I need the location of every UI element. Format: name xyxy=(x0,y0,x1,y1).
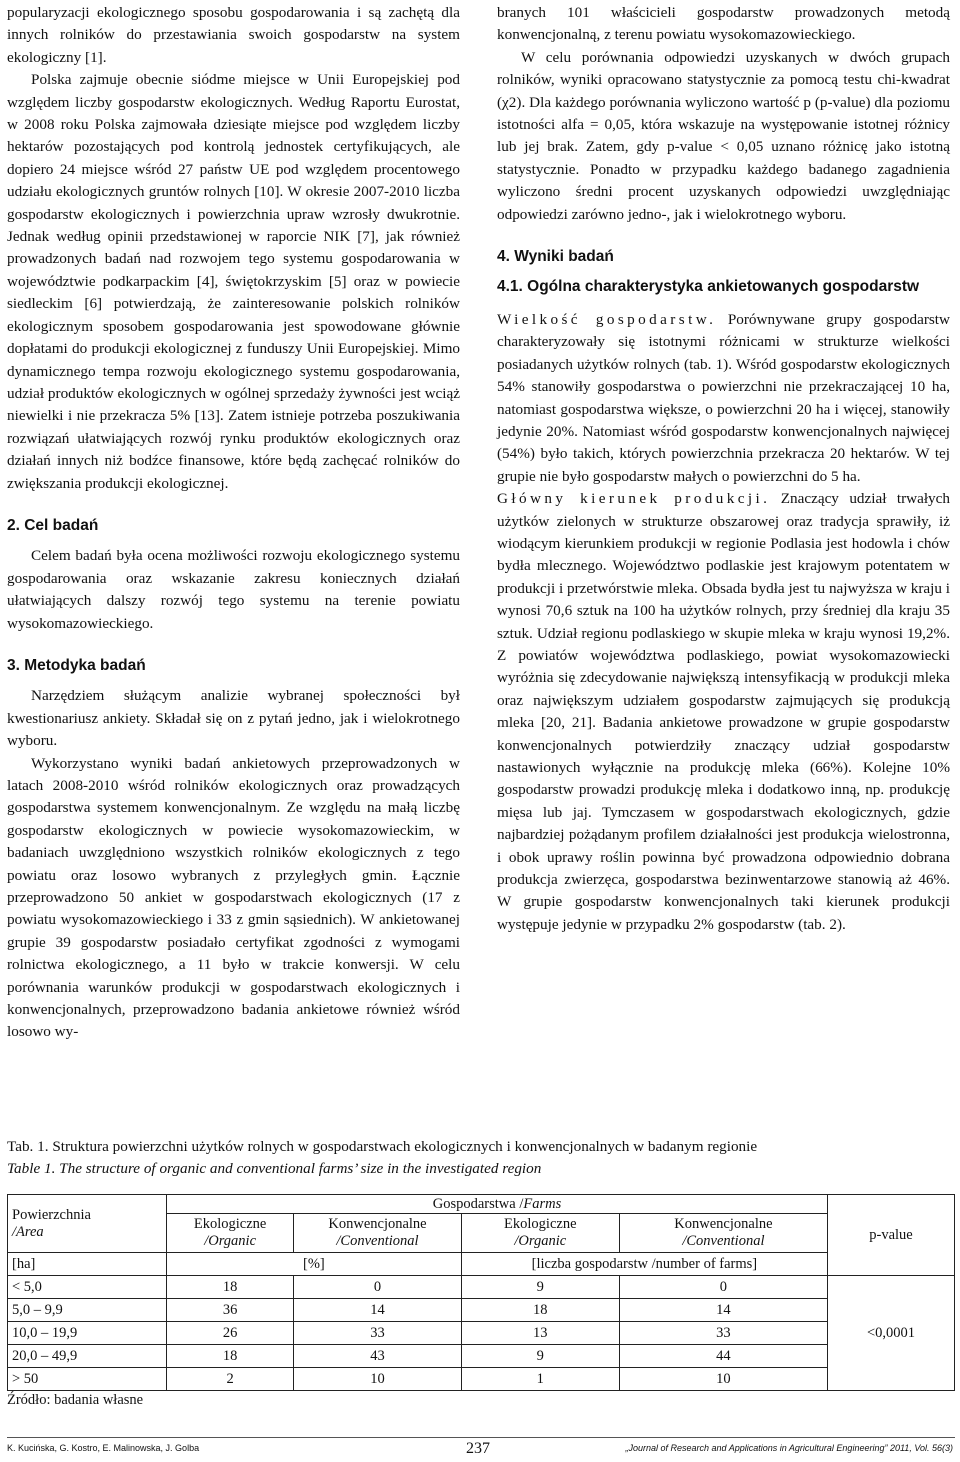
table-row xyxy=(8,1322,955,1345)
header-farms: Gospodarstwa /Farms xyxy=(167,1195,828,1214)
table-row xyxy=(8,1345,955,1368)
paragraph: Wykorzystano wyniki badań ankietowych przeprowadzonych w latach 2008-2010 wśród rolników ekologicznych oraz prowadzących gospodarstwa systemem konwencjonalnym. Ze względu na małą liczbę gospodarstw ekologicznych w powiecie wysokomazowieckim, w badaniach uwzględniono wszystkich rolników ekologicznych z tego powiatu oraz losowo wybranych z przyległych gmin. Łącznie przeprowadzono 50 ankiet w gospodarstwach ekologicznych (17 z powiatu wysokomazowieckiego i 33 z gmin sąsiednich). W ankietowanej grupie 39 gospodarstw posiadało certyfikat zgodności z wymogami rolnictwa ekologicznego, a 11 było w trakcie konwersji. W celu porównania warunków produkcji w gospodarstwach ekologicznych i konwencjonalnych, przeprowadzono badania ankietowe również wśród losowo wy- xyxy=(7,754,460,1041)
paragraph-lead: Wielkość gospodarstw. xyxy=(497,310,717,328)
paragraph-body: Porównywane grupy gospodarstw charakteryzowały się istotnymi różnicami w strukturze wielkości posiadanych użytków rolnych (tab. 1). Wśród gospodarstw ekologicznych 54% stanowiły gospodarstwa o powierzchni nie przekraczającej 10 ha, natomiast gospodarstwa większe, o powierzchni 20 ha i więcej, stanowiły jedynie 20%. Natomiast wśród gospodarstw konwencjonalnych najwięcej (54%) było takich, których powierzchnia przekracza 20 hektarów. W tej grupie nie było gospodarstw małych o powierzchni do 5 ha. xyxy=(497,310,950,485)
paragraph-body: Znaczący udział trwałych użytków zielonych w strukturze obszarowej oraz tradycja sprawiły, iż wiodącym kierunkiem produkcji w regionie Podlasia jest hodowla i chów bydła mlecznego. Województwo podlaskie jest krajowym potentatem w produkcji i przetwórstwie mleka. Obsada bydła jest tu najwyższa w kraju i wynosi 70,6 sztuk na 100 ha użytków rolnych, przy średniej dla kraju 35 sztuk. Udział regionu podlaskiego w skupie mleka w kraju wynosi 19,2%. Z powiatów województwa podlaskiego, powiat wysokomazowiecki wyróżnia się zdecydowanie największą intensyfikacją w produkcji mleka oraz największym udziałem gospodarstw zajmujących się produkcją mleka [20, 21]. Badania ankietowe prowadzone w grupie gospodarstw konwencjonalnych potwierdziły znaczący udział gospodarstw nastawionych wyłącznie na produkcję mleka (66%). Kolejne 10% gospodarstw prowadzi produkcję mleka i dodatkowo inną, np. produkcję mięsa lub jaj. Tymczasem w gospodarstwach ekologicznych, gdzie najbardziej pożądanym profilem działalności jest produkcja wielostronna, i obok uprawy roślin powinna być prowadzona odpowiednio dobrana produkcja zwierzęca, gospodarstwa bezinwentarzowe stanowią aż 46%. W grupie gospodarstw konwencjonalnych taki kierunek produkcji występuje jedynie w przypadku 2% gospodarstw (tab. 2). xyxy=(497,490,950,933)
paragraph: Narzędziem służącym analizie wybranej społeczności był kwestionariusz ankiety. Składał się on z pytań jedno, jak i wielokrotnego wyboru. xyxy=(7,687,460,750)
paragraph: branych 101 właścicieli gospodarstw prowadzonych metodą konwencjonalną, z terenu powiatu wysokomazowieckiego. xyxy=(497,4,950,44)
unit-number: [liczba gospodarstw /number of farms] xyxy=(461,1253,827,1276)
cell-conventional-n: 0 xyxy=(619,1276,827,1299)
cell-conventional-pct: 14 xyxy=(294,1299,462,1322)
cell-area: > 50 xyxy=(8,1368,167,1391)
paragraph: Celem badań była ocena możliwości rozwoju ekologicznego systemu gospodarowania oraz wskazanie zakresu koniecznych działań ułatwiających dalszy rozwój tego systemu na terenie powiatu wysokomazowieckiego. xyxy=(7,547,460,632)
table-row xyxy=(8,1276,955,1299)
cell-area: 10,0 – 19,9 xyxy=(8,1322,167,1345)
cell-conventional-n: 14 xyxy=(619,1299,827,1322)
table-source: Źródło: badania własne xyxy=(7,1392,144,1408)
page-footer xyxy=(7,1440,955,1462)
cell-organic-pct: 2 xyxy=(167,1368,294,1391)
footer-journal: „Journal of Research and Applications in Agricultural Engineering” 2011, Vol. 56(3) xyxy=(625,1443,953,1453)
cell-conventional-pct: 33 xyxy=(294,1322,462,1345)
cell-conventional-pct: 10 xyxy=(294,1368,462,1391)
data-table xyxy=(7,1194,955,1391)
cell-conventional-n: 44 xyxy=(619,1345,827,1368)
cell-area: 20,0 – 49,9 xyxy=(8,1345,167,1368)
header-conventional-n: Konwencjonalne /Conventional xyxy=(619,1214,827,1253)
footer-rule xyxy=(7,1437,955,1438)
table-caption xyxy=(7,1136,955,1180)
table-row xyxy=(8,1299,955,1322)
page-number: 237 xyxy=(466,1440,490,1457)
section-heading: 4. Wyniki badań xyxy=(497,248,614,266)
cell-organic-n: 9 xyxy=(461,1276,619,1299)
right-column xyxy=(497,2,950,936)
header-area: Powierzchnia /Area xyxy=(8,1195,167,1253)
section-heading: 3. Metodyka badań xyxy=(7,656,146,674)
cell-organic-n: 9 xyxy=(461,1345,619,1368)
paragraph xyxy=(497,309,950,488)
cell-organic-pct: 36 xyxy=(167,1299,294,1322)
cell-conventional-pct: 43 xyxy=(294,1345,462,1368)
table-row xyxy=(8,1368,955,1391)
table-1 xyxy=(7,1194,955,1391)
cell-organic-n: 1 xyxy=(461,1368,619,1391)
cell-organic-pct: 18 xyxy=(167,1345,294,1368)
section-heading: 2. Cel badań xyxy=(7,516,99,534)
header-organic-pct: Ekologiczne /Organic xyxy=(167,1214,294,1253)
cell-organic-n: 13 xyxy=(461,1322,619,1345)
caption-en: Table 1. The structure of organic and conventional farms’ size in the investigated region xyxy=(7,1160,542,1177)
header-organic-n: Ekologiczne /Organic xyxy=(461,1214,619,1253)
cell-conventional-n: 33 xyxy=(619,1322,827,1345)
paragraph: popularyzacji ekologicznego sposobu gospodarowania i są zachętą dla innych rolników do przestawiania swoich gospodarstw na system ekologiczny [1]. xyxy=(7,4,460,66)
caption-pl: Tab. 1. Struktura powierzchni użytków rolnych w gospodarstwach ekologicznych i konwencjonalnych w badanym regionie xyxy=(7,1138,758,1155)
cell-conventional-n: 10 xyxy=(619,1368,827,1391)
header-conventional-pct: Konwencjonalne /Conventional xyxy=(294,1214,462,1253)
unit-ha: [ha] xyxy=(8,1253,167,1276)
unit-pct: [%] xyxy=(167,1253,462,1276)
paragraph: W celu porównania odpowiedzi uzyskanych w dwóch grupach rolników, wyniki opracowano statystycznie za pomocą testu chi-kwadrat (χ2). Dla każdego porównania wyliczono wartość p (p-value) dla poziomu istotności alfa = 0,05, która wskazuje na występowanie istotnej różnicy lub jej brak. Zatem, gdy p-value < 0,05 uznano różnicę jako istotną statystycznie. Ponadto w przypadku każdego badanego zagadnienia wyliczono średni procent uzyskanych odpowiedzi uwzględniając odpowiedzi zarówno jedno-, jak i wielokrotnego wyboru. xyxy=(497,48,950,223)
paragraph: Polska zajmuje obecnie siódme miejsce w Unii Europejskiej pod względem liczby gospodarstw ekologicznych. Według Raportu Eurostat, w 2008 roku Polska zajmowała dziesiąte miejsce pod względem liczby hektarów pozostających pod kontrolą jednostek certyfikujących, ale dopiero 24 miejsce wśród 27 państw UE pod względem procentowego udziału ekologicznych gruntów rolnych [10]. W okresie 2007-2010 liczba gospodarstw ekologicznych i powierzchnia upraw wzrosły dwukrotnie. Jednak według opinii przedstawionej w raporcie NIK [7], jak również prowadzonych badań nad rozwojem tego systemu gospodarowania w województwie podkarpackim [4], świętokrzyskim [5] oraz w powiecie siedleckim [6] potwierdzają, że zainteresowanie polskich rolników ekologicznym sposobem gospodarowania jest spowodowane głównie dopłatami do produkcji ekologicznej z funduszy Unii Europejskiej. Mimo dynamicznego tempa rozwoju ekologicznego systemu gospodarowania, udział produktów ekologicznych w ogólnej sprzedaży żywności jest wciąż niewielki i nie przekracza 5% [13]. Zatem istnieje potrzeba poszukiwania rozwiązań ułatwiających rozwój rynku produktów ekologicznych oraz działań innych niż bodźce finansowe, które będą zachęcać rolników do zwiększania produkcji ekologicznej. xyxy=(7,71,460,492)
cell-organic-pct: 26 xyxy=(167,1322,294,1345)
cell-pvalue: <0,0001 xyxy=(828,1276,955,1391)
cell-area: < 5,0 xyxy=(8,1276,167,1299)
cell-organic-n: 18 xyxy=(461,1299,619,1322)
paragraph xyxy=(497,488,950,936)
cell-conventional-pct: 0 xyxy=(294,1276,462,1299)
footer-authors: K. Kucińska, G. Kostro, E. Malinowska, J. Golba xyxy=(7,1443,200,1453)
paragraph-lead: Główny kierunek produkcji. xyxy=(497,490,771,508)
header-pvalue: p-value xyxy=(828,1195,955,1276)
subsection-heading: 4.1. Ogólna charakterystyka ankietowanych gospodarstw xyxy=(497,278,920,296)
cell-area: 5,0 – 9,9 xyxy=(8,1299,167,1322)
cell-organic-pct: 18 xyxy=(167,1276,294,1299)
left-column xyxy=(7,2,460,1044)
